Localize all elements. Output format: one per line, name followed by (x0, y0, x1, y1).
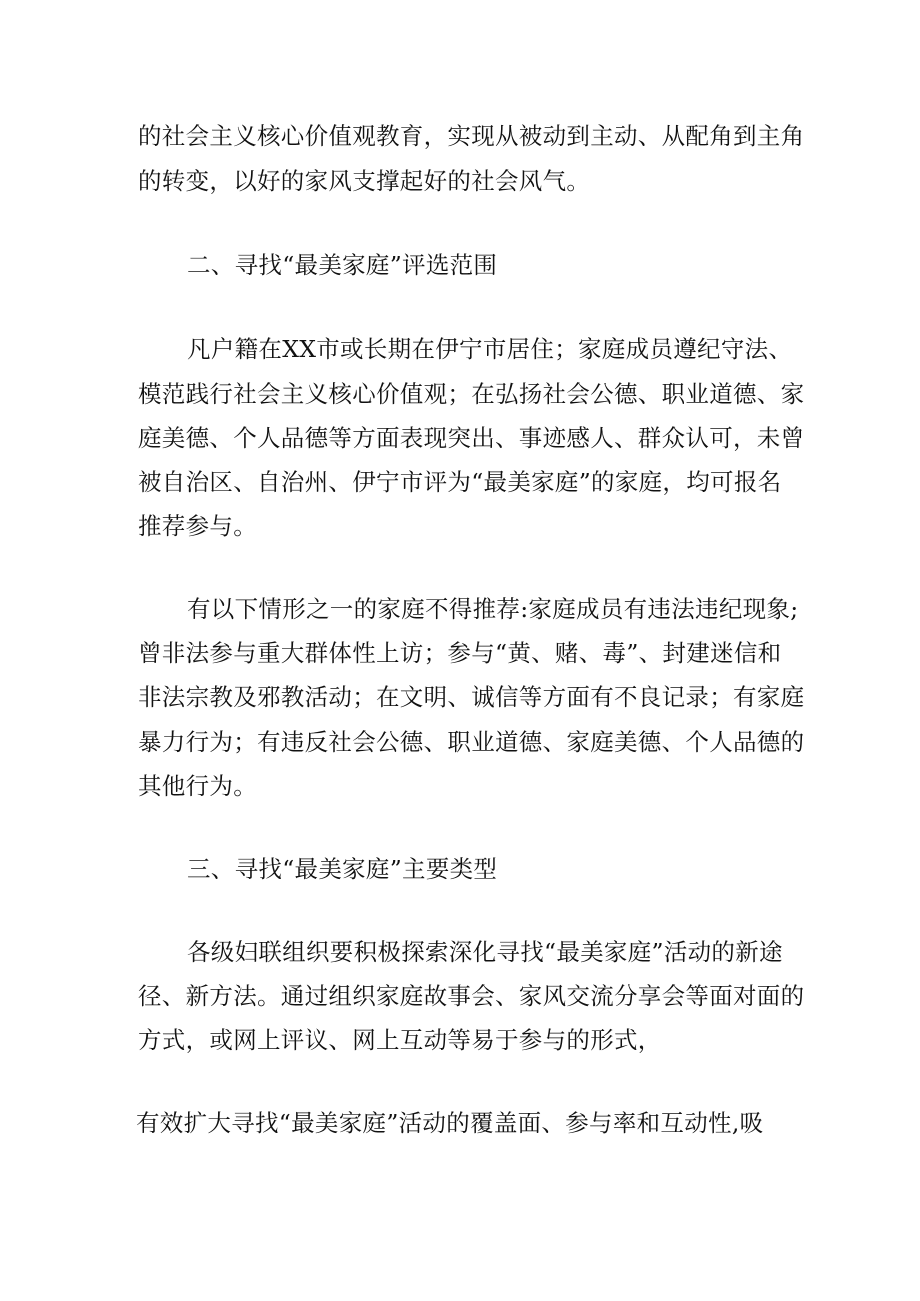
paragraph-line: 模范践行社会主义核心价值观；在弘扬社会公德、职业道德、家 (138, 380, 805, 408)
paragraph-line: 的转变，以好的家风支撑起好的社会风气。 (138, 167, 591, 195)
paragraph-line: 曾非法参与重大群体性上访；参与“黄、赌、毒”、封建迷信和 (138, 639, 782, 667)
paragraph-line: 其他行为。 (138, 772, 257, 800)
paragraph-line: 暴力行为；有违反社会公德、职业道德、家庭美德、个人品德的 (138, 728, 805, 756)
paragraph-line: 方式，或网上评议、网上互动等易于参与的形式， (138, 1026, 662, 1054)
paragraph-line: 径、新方法。通过组织家庭故事会、家风交流分享会等面对面的 (138, 982, 805, 1010)
paragraph-line: 有效扩大寻找“最美家庭”活动的覆盖面、参与率和互动性,吸 (136, 1109, 764, 1137)
paragraph-line: 被自治区、自治州、伊宁市评为“最美家庭”的家庭，均可报名 (138, 468, 782, 496)
paragraph-line: 有以下情形之一的家庭不得推荐:家庭成员有违法违纪现象; (187, 595, 799, 623)
paragraph-line: 非法宗教及邪教活动；在文明、诚信等方面有不良记录；有家庭 (138, 683, 805, 711)
section-heading: 三、寻找“最美家庭”主要类型 (187, 855, 498, 883)
paragraph-line: 的社会主义核心价值观教育，实现从被动到主动、从配角到主角 (138, 122, 805, 150)
section-heading: 二、寻找“最美家庭”评选范围 (187, 251, 498, 279)
paragraph-line: 凡户籍在XX市或长期在伊宁市居住；家庭成员遵纪守法、 (187, 335, 793, 363)
paragraph-line: 推荐参与。 (138, 512, 257, 540)
paragraph-line: 庭美德、个人品德等方面表现突出、事迹感人、群众认可，未曾 (138, 424, 805, 452)
paragraph-line: 各级妇联组织要积极探索深化寻找“最美家庭”活动的新途 (187, 938, 783, 966)
